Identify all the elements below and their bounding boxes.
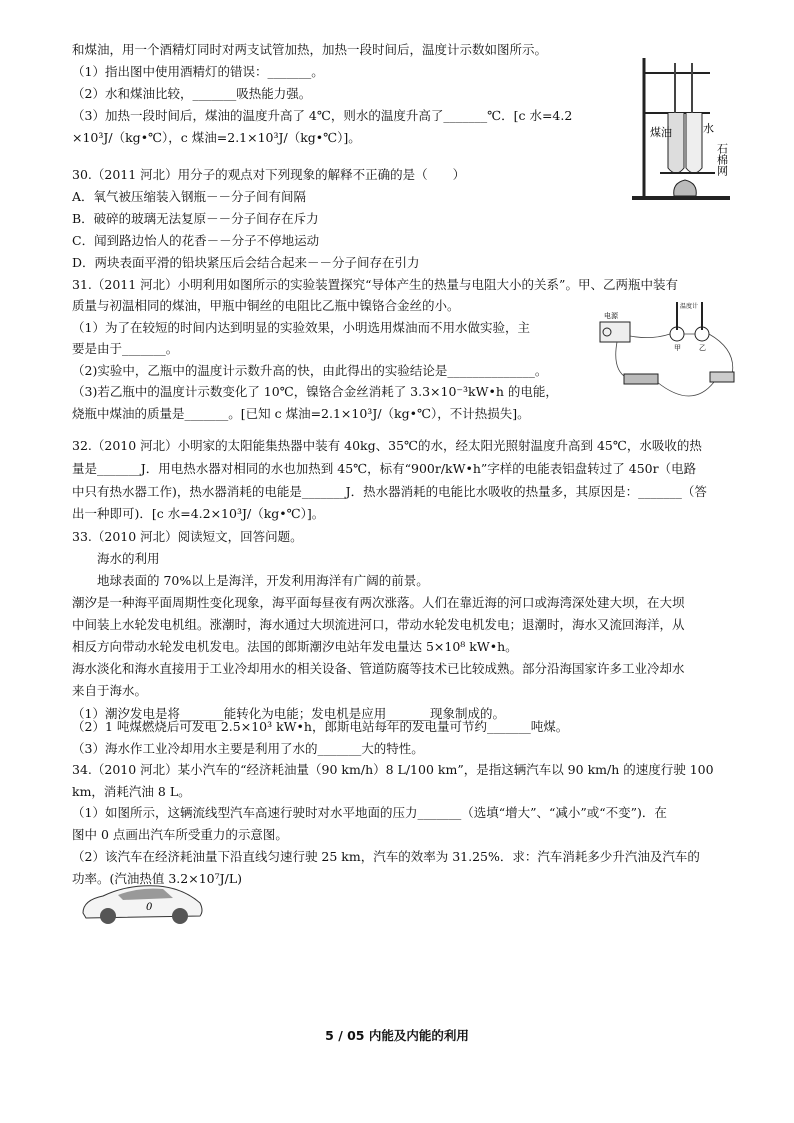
text-line: 图中 0 点画出汽车所受重力的示意图。 (72, 827, 288, 842)
text-line: （3)若乙瓶中的温度计示数变化了 10℃，镍铬合金丝消耗了 3.3×10⁻³kW•h 的电能， (72, 384, 558, 399)
text-line: ×10³J/（kg•℃），c 煤油=2.1×10³J/（kg•℃）]。 (72, 130, 361, 145)
text-line: 质量与初温相同的煤油，甲瓶中铜丝的电阻比乙瓶中镍铬合金丝的小。 (72, 298, 460, 313)
text-line: 要是由于_______。 (72, 341, 179, 356)
power-supply-label: 电源 (604, 312, 618, 320)
asbestos-net-label: 石棉网 (715, 143, 729, 176)
text-line: （1）为了在较短的时间内达到明显的实验效果，小明选用煤油而不用水做实验，主 (72, 320, 530, 335)
text-line: A．氧气被压缩装入钢瓶－－分子间有间隔 (72, 189, 307, 204)
text-line: 来自于海水。 (72, 683, 148, 698)
text-line: 海水淡化和海水直接用于工业冷却用水的相关设备、管道防腐等技术已比较成熟。部分沿海国家许多工业冷却水 (72, 661, 685, 676)
kerosene-label: 煤油 (650, 126, 672, 139)
text-line: （1）指出图中使用酒精灯的错误：_______。 (72, 64, 324, 79)
text-line: 量是_______J．用电热水器对相同的水也加热到 45℃，标有“900r/kW•h”字样的电能表铝盘转过了 450r（电路 (72, 461, 697, 476)
text-line: 功率。(汽油热值 3.2×10⁷J/L) (72, 871, 243, 886)
page-footer: 5 / 05 内能及内能的利用 (325, 1028, 469, 1043)
text-line: 烧瓶中煤油的质量是_______。[已知 c 煤油=2.1×10³J/（kg•℃），不计热损失]。 (72, 406, 530, 421)
text-line: 和煤油，用一个酒精灯同时对两支试管加热，加热一段时间后，温度计示数如图所示。 (72, 42, 548, 57)
text-line: 30.（2011 河北）用分子的观点对下列现象的解释不正确的是（ ） (72, 167, 466, 182)
bottle-jia-label: 甲 (674, 344, 681, 352)
text-line: （2）水和煤油比较，_______吸热能力强。 (72, 86, 312, 101)
point-o-label: 0 (146, 902, 153, 913)
text-line: 32.（2010 河北）小明家的太阳能集热器中装有 40kg、35℃的水，经太阳光照射温度升高到 45℃，水吸收的热 (72, 438, 702, 453)
text-line: （1）潮汐发电是将_______能转化为电能；发电机是应用_______现象制成的。 (72, 706, 505, 721)
car-figure (78, 878, 208, 928)
text-line: B．破碎的玻璃无法复原－－分子间存在斥力 (72, 211, 319, 226)
text-line: 33.（2010 河北）阅读短文，回答问题。 (72, 529, 303, 544)
text-line: （3）海水作工业冷却用水主要是利用了水的_______大的特性。 (72, 741, 424, 756)
text-line: C．闻到路边怡人的花香－－分子不停地运动 (72, 233, 320, 248)
text-line: 地球表面的 70%以上是海洋，开发利用海洋有广阔的前景。 (72, 573, 429, 588)
text-line: （2）该汽车在经济耗油量下沿直线匀速行驶 25 km，汽车的效率为 31.25%．求：汽车消耗多少升汽油及汽车的 (72, 849, 700, 864)
text-line: 中只有热水器工作)，热水器消耗的电能是_______J．热水器消耗的电能比水吸收的热量多，其原因是：_______（答 (72, 484, 707, 499)
text-line: （3）加热一段时间后，煤油的温度升高了 4℃，则水的温度升高了_______℃．[c 水=4.2 (72, 108, 573, 123)
text-line: （1）如图所示，这辆流线型汽车高速行驶时对水平地面的压力_______（选填“增大”、“减小”或“不变”)．在 (72, 805, 667, 820)
text-line: （2）1 吨煤燃烧后可发电 2.5×10³ kW•h，郎斯电站每年的发电量可节约_______吨煤。 (72, 719, 569, 734)
text-line: 31.（2011 河北）小明利用如图所示的实验装置探究“导体产生的热量与电阻大小的关系”。甲、乙两瓶中装有 (72, 277, 678, 292)
text-line: 相反方向带动水轮发电机发电。法国的郎斯潮汐电站年发电量达 5×10⁸ kW•h。 (72, 639, 518, 654)
circuit-figure (592, 300, 742, 410)
thermometer-label: 温度计 (680, 303, 699, 310)
text-line: D．两块表面平滑的铅块紧压后会结合起来－－分子间存在引力 (72, 255, 420, 270)
bottle-yi-label: 乙 (699, 344, 706, 352)
text-line: （2)实验中，乙瓶中的温度计示数升高的快，由此得出的实验结论是______________。 (72, 363, 548, 378)
text-line: 出一种即可)．[c 水=4.2×10³J/（kg•℃）]。 (72, 506, 325, 521)
text-line: 海水的利用 (72, 551, 160, 566)
water-label: 水 (703, 122, 714, 135)
text-line: km，消耗汽油 8 L。 (72, 784, 191, 799)
text-line: 中间装上水轮发电机组。涨潮时，海水通过大坝流进河口，带动水轮发电机发电；退潮时，海水又流回海洋，从 (72, 617, 685, 632)
alcohol-lamp-heating-figure (630, 58, 740, 208)
text-line: 34.（2010 河北）某小汽车的“经济耗油量（90 km/h）8 L/100 km”，是指这辆汽车以 90 km/h 的速度行驶 100 (72, 762, 714, 777)
text-line: 潮汐是一种海平面周期性变化现象，海平面每昼夜有两次涨落。人们在靠近海的河口或海湾深处建大坝，在大坝 (72, 595, 685, 610)
